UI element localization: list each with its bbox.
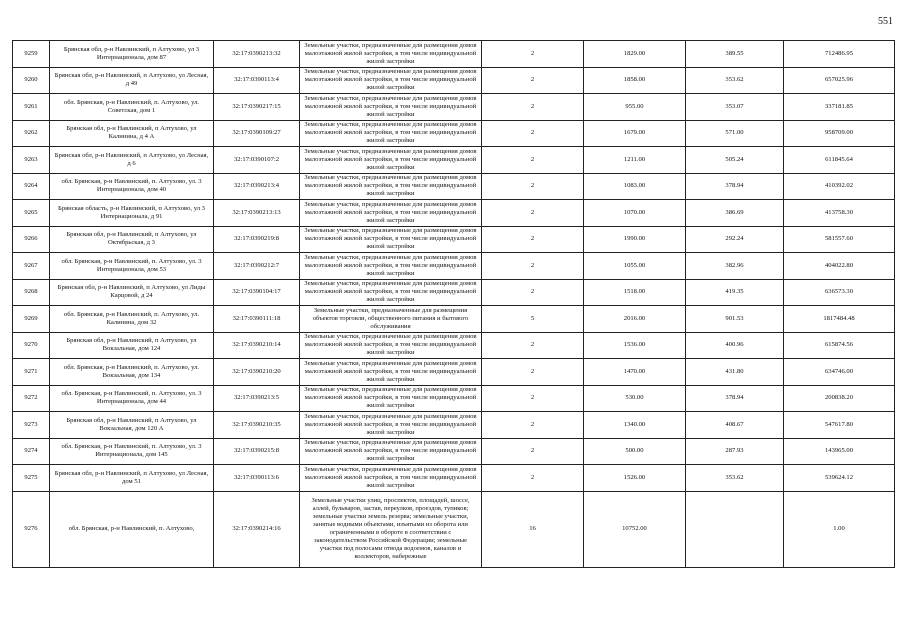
land-use-category-cell: Земельные участки, предназначенные для размещения домов малоэтажной жилой застройки, в том числе индивидуальной жилой застройки: [300, 94, 482, 121]
group-code-cell: 2: [482, 332, 584, 359]
group-code-cell: 2: [482, 41, 584, 68]
specific-value-cell: 571.00: [686, 120, 784, 147]
land-use-category-cell: Земельные участки, предназначенные для размещения домов малоэтажной жилой застройки, в том числе индивидуальной жилой застройки: [300, 253, 482, 280]
cadastral-number-cell: 32:17:0390109:27: [214, 120, 300, 147]
cadastral-value-cell: 1817484.48: [784, 306, 895, 333]
row-number-cell: 9270: [13, 332, 50, 359]
table-row: [13, 94, 895, 121]
group-code-cell: 2: [482, 94, 584, 121]
cadastral-number-cell: 32:17:0390107:2: [214, 147, 300, 174]
cadastral-number-cell: 32:17:0390213:4: [214, 173, 300, 200]
cadastral-value-cell: 636573.30: [784, 279, 895, 306]
table-row: [13, 412, 895, 439]
specific-value-cell: 505.24: [686, 147, 784, 174]
row-number-cell: 9275: [13, 465, 50, 492]
cadastral-value-cell: 410392.02: [784, 173, 895, 200]
table-row: [13, 173, 895, 200]
address-cell: обл. Брянская, р-н Навлинский, п. Алтухово, ул. 3 Интернационала, дом 145: [50, 438, 214, 465]
cadastral-number-cell: 32:17:0390217:15: [214, 94, 300, 121]
cadastral-number-cell: 32:17:0390104:17: [214, 279, 300, 306]
area-cell: 10752.00: [584, 491, 686, 567]
cadastral-value-cell: 547617.80: [784, 412, 895, 439]
table-row: [13, 253, 895, 280]
specific-value-cell: 287.93: [686, 438, 784, 465]
area-cell: 1829.00: [584, 41, 686, 68]
row-number-cell: 9259: [13, 41, 50, 68]
specific-value-cell: 353.07: [686, 94, 784, 121]
group-code-cell: 2: [482, 253, 584, 280]
area-cell: 1211.00: [584, 147, 686, 174]
specific-value-cell: 353.62: [686, 465, 784, 492]
cadastral-value-cell: 200838.20: [784, 385, 895, 412]
area-cell: 1083.00: [584, 173, 686, 200]
specific-value-cell: 419.35: [686, 279, 784, 306]
group-code-cell: 2: [482, 412, 584, 439]
specific-value-cell: 408.67: [686, 412, 784, 439]
cadastral-value-cell: 404022.80: [784, 253, 895, 280]
table-row: [13, 385, 895, 412]
group-code-cell: 2: [482, 147, 584, 174]
table-row: [13, 465, 895, 492]
group-code-cell: 2: [482, 200, 584, 227]
cadastral-value-cell: 413758.30: [784, 200, 895, 227]
land-use-category-cell: Земельные участки, предназначенные для размещения домов малоэтажной жилой застройки, в том числе индивидуальной жилой застройки: [300, 279, 482, 306]
cadastral-value-cell: 657025.96: [784, 67, 895, 94]
area-cell: 1518.00: [584, 279, 686, 306]
address-cell: Брянская обл, р-н Навлинский, п Алтухово, ул Лесная, дом 51: [50, 465, 214, 492]
area-cell: 1526.00: [584, 465, 686, 492]
land-use-category-cell: Земельные участки, предназначенные для размещения объектов торговли, общественного питания и бытового обслуживания: [300, 306, 482, 333]
land-use-category-cell: Земельные участки, предназначенные для размещения домов малоэтажной жилой застройки, в том числе индивидуальной жилой застройки: [300, 359, 482, 386]
table-row: [13, 41, 895, 68]
row-number-cell: 9273: [13, 412, 50, 439]
address-cell: обл. Брянская, р-н Навлинский, п. Алтухово, ул. Советская, дом 1: [50, 94, 214, 121]
cadastral-number-cell: 32:17:0390219:8: [214, 226, 300, 253]
group-code-cell: 2: [482, 120, 584, 147]
address-cell: Брянская обл, р-н Навлинский, п Алтухово, ул Вокзальная, дом 120 А: [50, 412, 214, 439]
page-number: 551: [878, 16, 893, 27]
table-row: [13, 359, 895, 386]
group-code-cell: 2: [482, 226, 584, 253]
specific-value-cell: 382.96: [686, 253, 784, 280]
cadastral-value-cell: 958709.00: [784, 120, 895, 147]
group-code-cell: 2: [482, 67, 584, 94]
cadastral-number-cell: 32:17:0390212:7: [214, 253, 300, 280]
table-row: [13, 226, 895, 253]
table-row: [13, 67, 895, 94]
address-cell: Брянская обл, р-н Навлинский, п Алтухово, ул Лиды Карцовой, д 24: [50, 279, 214, 306]
specific-value-cell: 378.94: [686, 385, 784, 412]
land-use-category-cell: Земельные участки, предназначенные для размещения домов малоэтажной жилой застройки, в том числе индивидуальной жилой застройки: [300, 465, 482, 492]
land-use-category-cell: Земельные участки, предназначенные для размещения домов малоэтажной жилой застройки, в том числе индивидуальной жилой застройки: [300, 226, 482, 253]
row-number-cell: 9272: [13, 385, 50, 412]
cadastral-value-cell: 712486.95: [784, 41, 895, 68]
land-use-category-cell: Земельные участки, предназначенные для размещения домов малоэтажной жилой застройки, в том числе индивидуальной жилой застройки: [300, 412, 482, 439]
row-number-cell: 9269: [13, 306, 50, 333]
table-row: [13, 438, 895, 465]
group-code-cell: 2: [482, 465, 584, 492]
address-cell: обл. Брянская, р-н Навлинский, п. Алтухово, ул. 3 Интернационала, дом 53: [50, 253, 214, 280]
cadastral-value-cell: 611845.64: [784, 147, 895, 174]
cadastral-value-cell: 634746.00: [784, 359, 895, 386]
address-cell: Брянская обл, р-н Навлинский, п Алтухово, ул 3 Интернационала, дом 87: [50, 41, 214, 68]
specific-value-cell: [686, 491, 784, 567]
land-use-category-cell: Земельные участки, предназначенные для размещения домов малоэтажной жилой застройки, в том числе индивидуальной жилой застройки: [300, 438, 482, 465]
cadastral-number-cell: 32:17:0390113:4: [214, 67, 300, 94]
area-cell: 1070.00: [584, 200, 686, 227]
land-use-category-cell: Земельные участки, предназначенные для размещения домов малоэтажной жилой застройки, в том числе индивидуальной жилой застройки: [300, 120, 482, 147]
address-cell: обл. Брянская, р-н Навлинский, п. Алтухово,: [50, 491, 214, 567]
cadastral-number-cell: 32:17:0390210:20: [214, 359, 300, 386]
land-use-category-cell: Земельные участки, предназначенные для размещения домов малоэтажной жилой застройки, в том числе индивидуальной жилой застройки: [300, 67, 482, 94]
cadastral-value-cell: 1.00: [784, 491, 895, 567]
specific-value-cell: 901.53: [686, 306, 784, 333]
land-use-category-cell: Земельные участки, предназначенные для размещения домов малоэтажной жилой застройки, в том числе индивидуальной жилой застройки: [300, 385, 482, 412]
cadastral-value-cell: 581557.60: [784, 226, 895, 253]
group-code-cell: 2: [482, 359, 584, 386]
row-number-cell: 9265: [13, 200, 50, 227]
area-cell: 1679.00: [584, 120, 686, 147]
row-number-cell: 9261: [13, 94, 50, 121]
area-cell: 1340.00: [584, 412, 686, 439]
area-cell: 2016.00: [584, 306, 686, 333]
group-code-cell: 5: [482, 306, 584, 333]
area-cell: 1536.00: [584, 332, 686, 359]
group-code-cell: 16: [482, 491, 584, 567]
row-number-cell: 9260: [13, 67, 50, 94]
table-row: [13, 200, 895, 227]
cadastral-number-cell: 32:17:0390214:16: [214, 491, 300, 567]
specific-value-cell: 386.69: [686, 200, 784, 227]
address-cell: Брянская обл, р-н Навлинский, п Алтухово, ул Лесная, д 49: [50, 67, 214, 94]
row-number-cell: 9264: [13, 173, 50, 200]
cadastral-number-cell: 32:17:0390210:35: [214, 412, 300, 439]
address-cell: Брянская обл, р-н Навлинский, п Алтухово, ул Лесная, д 6: [50, 147, 214, 174]
area-cell: 530.00: [584, 385, 686, 412]
cadastral-number-cell: 32:17:0390113:6: [214, 465, 300, 492]
cadastral-value-cell: 143965.00: [784, 438, 895, 465]
specific-value-cell: 389.55: [686, 41, 784, 68]
area-cell: 1055.00: [584, 253, 686, 280]
land-use-category-cell: Земельные участки, предназначенные для размещения домов малоэтажной жилой застройки, в том числе индивидуальной жилой застройки: [300, 147, 482, 174]
cadastral-value-cell: 615874.56: [784, 332, 895, 359]
area-cell: 1858.00: [584, 67, 686, 94]
group-code-cell: 2: [482, 385, 584, 412]
address-cell: Брянская область, р-н Навлинский, п Алтухово, ул 3 Интернационала, д 91: [50, 200, 214, 227]
cadastral-number-cell: 32:17:0390213:5: [214, 385, 300, 412]
address-cell: обл. Брянская, р-н Навлинский, п. Алтухово, ул. Вокзальная, дом 134: [50, 359, 214, 386]
land-use-category-cell: Земельные участки, предназначенные для размещения домов малоэтажной жилой застройки, в том числе индивидуальной жилой застройки: [300, 173, 482, 200]
table-row: [13, 279, 895, 306]
row-number-cell: 9267: [13, 253, 50, 280]
table-row: [13, 491, 895, 567]
area-cell: 500.00: [584, 438, 686, 465]
row-number-cell: 9262: [13, 120, 50, 147]
specific-value-cell: 400.96: [686, 332, 784, 359]
specific-value-cell: 292.24: [686, 226, 784, 253]
row-number-cell: 9263: [13, 147, 50, 174]
row-number-cell: 9274: [13, 438, 50, 465]
cadastral-number-cell: 32:17:0390215:8: [214, 438, 300, 465]
table-row: [13, 120, 895, 147]
land-use-category-cell: Земельные участки улиц, проспектов, площадей, шоссе, аллей, бульваров, застав, переулков, проездов, тупиков; земельные участки земель резерва; земельные участки, занятые водными объектами, изъятыми из оборота или ограниченными в обороте в соответствии с законодательством Российской Федерации; земельные участки под полосами отвода водоемов, каналов и коллекторов, набережные: [300, 491, 482, 567]
address-cell: обл. Брянская, р-н Навлинский, п. Алтухово, ул. 3 Интернационала, дом 44: [50, 385, 214, 412]
specific-value-cell: 378.94: [686, 173, 784, 200]
specific-value-cell: 431.80: [686, 359, 784, 386]
land-use-category-cell: Земельные участки, предназначенные для размещения домов малоэтажной жилой застройки, в том числе индивидуальной жилой застройки: [300, 332, 482, 359]
address-cell: обл. Брянская, р-н Навлинский, п. Алтухово, ул. Калинина, дом 32: [50, 306, 214, 333]
cadastral-value-cell: 337181.85: [784, 94, 895, 121]
land-use-category-cell: Земельные участки, предназначенные для размещения домов малоэтажной жилой застройки, в том числе индивидуальной жилой застройки: [300, 41, 482, 68]
cadastral-value-cell: 539624.12: [784, 465, 895, 492]
address-cell: Брянская обл, р-н Навлинский, п Алтухово, ул Октябрьская, д 3: [50, 226, 214, 253]
specific-value-cell: 353.62: [686, 67, 784, 94]
cadastral-number-cell: 32:17:0390111:18: [214, 306, 300, 333]
group-code-cell: 2: [482, 173, 584, 200]
table-row: [13, 332, 895, 359]
table-body: [13, 41, 895, 568]
table-row: [13, 306, 895, 333]
group-code-cell: 2: [482, 279, 584, 306]
address-cell: Брянская обл, р-н Навлинский, п Алтухово, ул Вокзальная, дом 124: [50, 332, 214, 359]
row-number-cell: 9271: [13, 359, 50, 386]
group-code-cell: 2: [482, 438, 584, 465]
address-cell: обл. Брянская, р-н Навлинский, п. Алтухово, ул. 3 Интернационала, дом 40: [50, 173, 214, 200]
row-number-cell: 9266: [13, 226, 50, 253]
area-cell: 955.00: [584, 94, 686, 121]
cadastral-number-cell: 32:17:0390210:14: [214, 332, 300, 359]
cadastral-value-table: [12, 40, 895, 568]
land-use-category-cell: Земельные участки, предназначенные для размещения домов малоэтажной жилой застройки, в том числе индивидуальной жилой застройки: [300, 200, 482, 227]
area-cell: 1470.00: [584, 359, 686, 386]
row-number-cell: 9276: [13, 491, 50, 567]
cadastral-number-cell: 32:17:0390213:32: [214, 41, 300, 68]
address-cell: Брянская обл, р-н Навлинский, п Алтухово, ул Калинина, д 4 А: [50, 120, 214, 147]
table-row: [13, 147, 895, 174]
area-cell: 1990.00: [584, 226, 686, 253]
cadastral-number-cell: 32:17:0390213:13: [214, 200, 300, 227]
row-number-cell: 9268: [13, 279, 50, 306]
